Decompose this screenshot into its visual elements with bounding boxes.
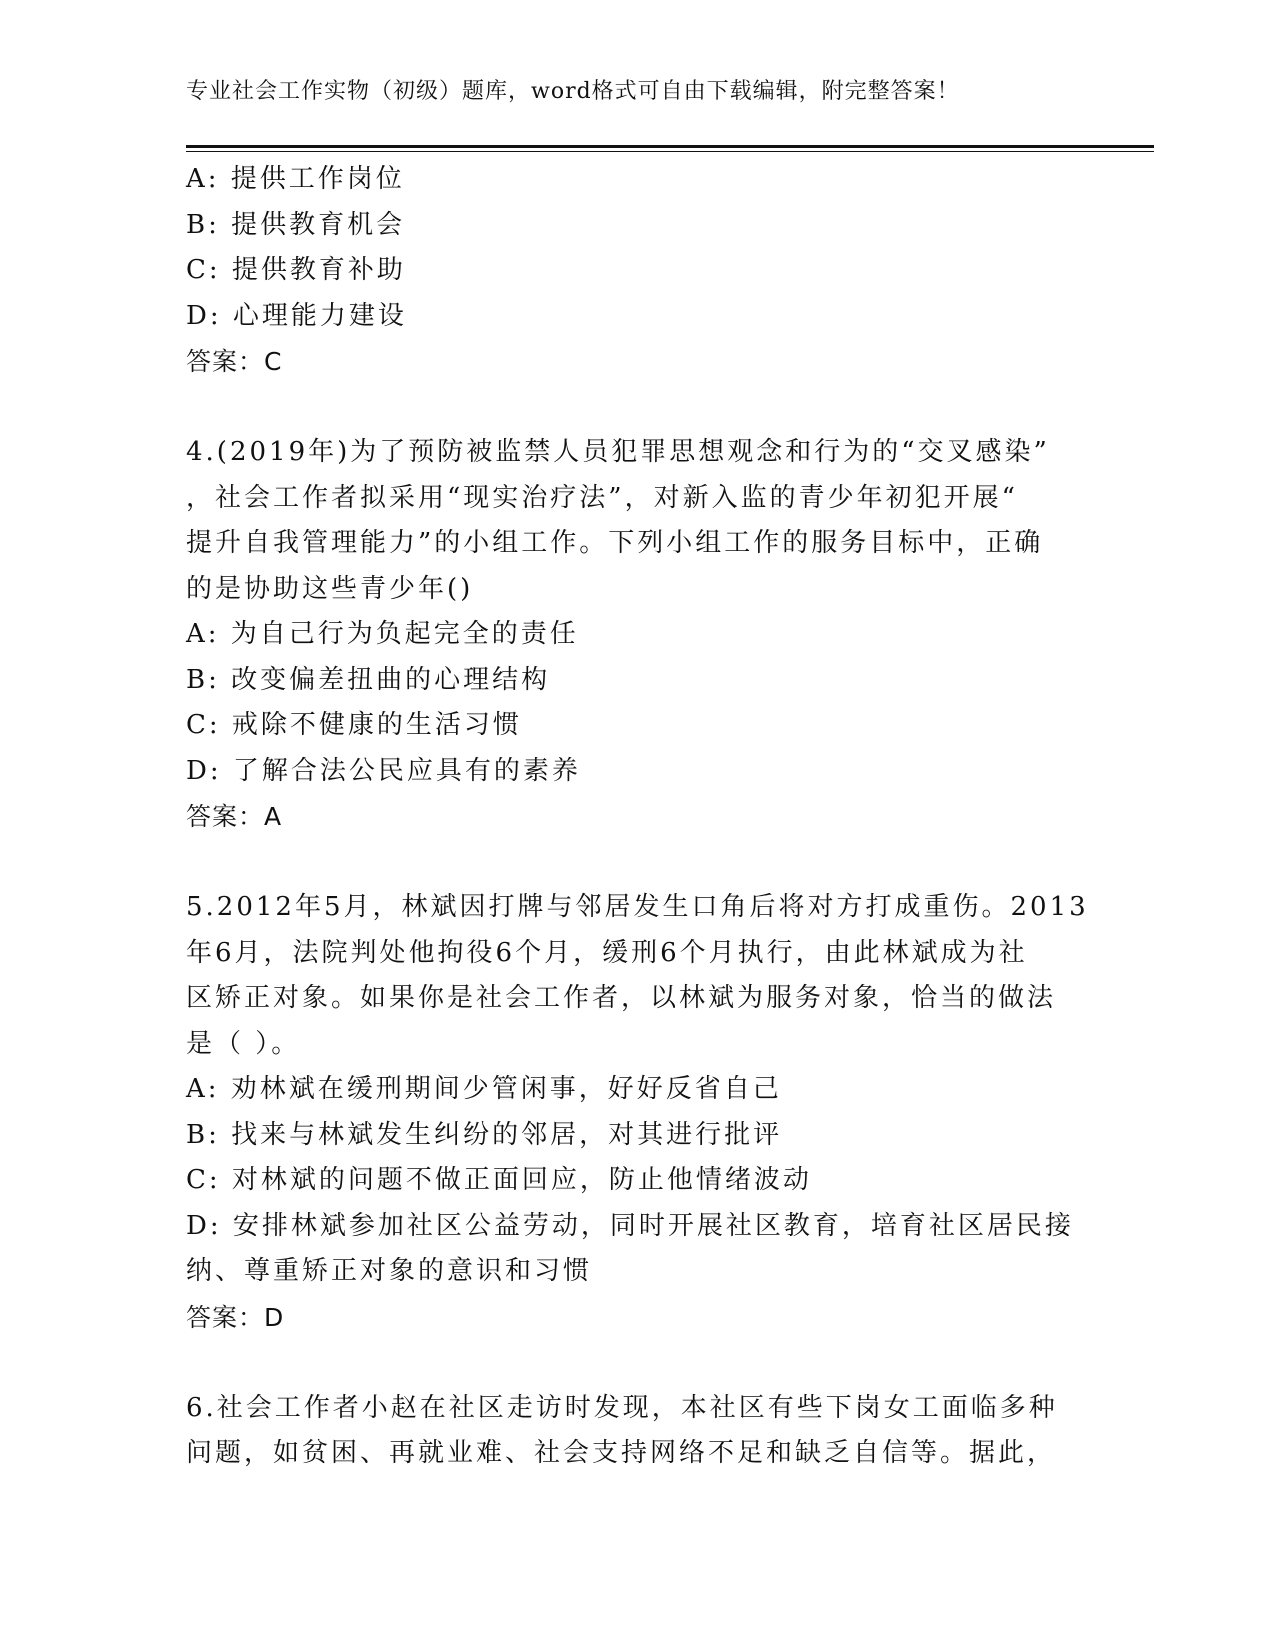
answer: 答案：A [186,802,283,831]
option-d: D: 心理能力建设 [186,300,407,331]
option-a: A: 为自己行为负起完全的责任 [186,619,579,649]
question-text-line: ，社会工作者拟采用“现实治疗法”，对新入监的青少年初犯开展“ [186,482,1018,513]
question-3-tail [186,157,1086,385]
option-c: C: 提供教育补助 [186,255,406,285]
spacer [186,840,1086,886]
option-d: D: 了解合法公民应具有的素养 [186,755,581,786]
answer: 答案：D [186,1302,285,1332]
option-b: B: 提供教育机会 [186,209,406,240]
option-a: A: 劝林斌在缓刑期间少管闲事，好好反省自己 [186,1074,782,1104]
question-text-line: 5.2012年5月，林斌因打牌与邻居发生口角后将对方打成重伤。2013 [186,892,1089,922]
page-header: 专业社会工作实物（初级）题库，word格式可自由下载编辑，附完整答案！ [186,79,960,104]
option-c: C: 对林斌的问题不做正面回应，防止他情绪波动 [186,1165,812,1195]
option-c: C: 戒除不健康的生活习惯 [186,710,522,740]
question-6 [186,1386,1086,1477]
option-d-continued: 纳、尊重矫正对象的意识和习惯 [186,1256,593,1286]
question-text-line: 问题，如贫困、再就业难、社会支持网络不足和缺乏自信等。据此， [186,1438,1057,1468]
question-text-line: 的是协助这些青少年() [186,573,474,604]
question-text-line: 提升自我管理能力”的小组工作。下列小组工作的服务目标中，正确 [186,528,1044,558]
option-b: B: 找来与林斌发生纠纷的邻居，对其进行批评 [186,1119,783,1150]
header-rule-thick [186,145,1154,148]
question-text-line: 是（ ）。 [186,1028,301,1059]
spacer [186,1340,1086,1386]
header-rule-thin [186,151,1154,152]
option-b: B: 改变偏差扭曲的心理结构 [186,664,551,695]
spacer [186,385,1086,431]
question-4 [186,430,1086,840]
question-text-line: 年6月，法院判处他拘役6个月，缓刑6个月执行，由此林斌成为社 [186,937,1028,968]
option-d: D: 安排林斌参加社区公益劳动，同时开展社区教育，培育社区居民接 [186,1210,1074,1241]
option-a: A: 提供工作岗位 [186,164,405,194]
answer: 答案：C [186,347,283,376]
document-body [186,157,1089,1477]
question-text-line: 区矫正对象。如果你是社会工作者，以林斌为服务对象，恰当的做法 [186,983,1057,1013]
question-text-line: 4.(2019年)为了预防被监禁人员犯罪思想观念和行为的“交叉感染” [186,437,1050,467]
question-text-line: 6.社会工作者小赵在社区走访时发现，本社区有些下岗女工面临多种 [186,1392,1058,1423]
question-5 [186,885,1089,1340]
